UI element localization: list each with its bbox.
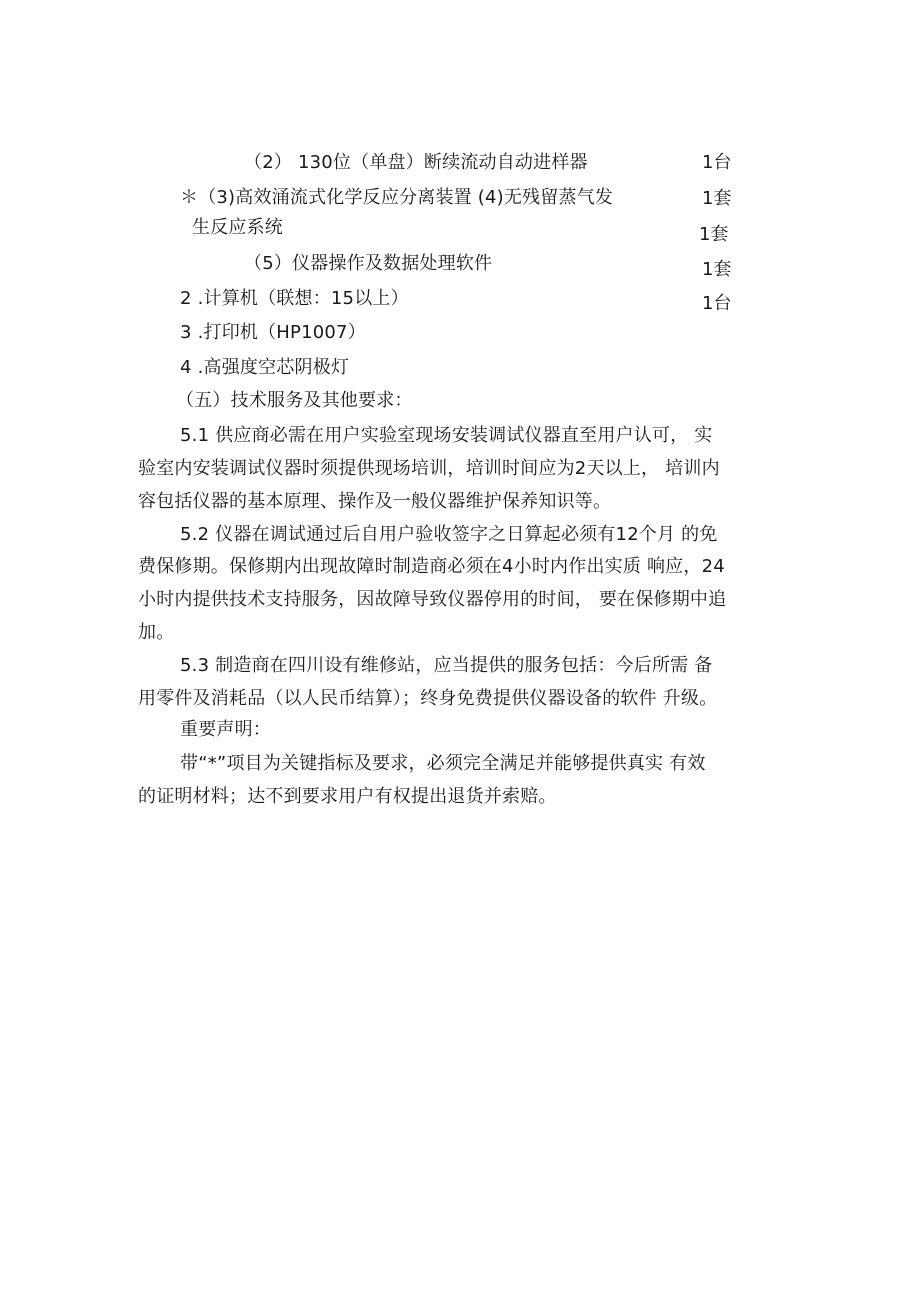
notice-line-2: 的证明材料；达不到要求用户有权提出退货并索赔。 xyxy=(138,786,557,807)
notice-line-1: 带“*”项目为关键指标及要求，必须完全满足并能够提供真实 有效 xyxy=(180,753,706,774)
computer-line: 2 .计算机（联想：15以上） xyxy=(180,288,409,309)
para-5-2-line-3: 小时内提供技术支持服务，因故障导致仪器停用的时间， 要在保修期中追 xyxy=(138,589,727,610)
notice-heading: 重要声明： xyxy=(180,719,271,740)
lamp-line: 4 .高强度空芯阴极灯 xyxy=(180,357,350,378)
item-2-quantity: 1台 xyxy=(702,152,732,173)
printer-line: 3 .打印机（HP1007） xyxy=(180,322,366,343)
para-5-3-line-1: 5.3 制造商在四川设有维修站，应当提供的服务包括：今后所需 备 xyxy=(180,655,713,676)
para-5-1-line-2: 验室内安装调试仪器时须提供现场培训，培训时间应为2天以上， 培训内 xyxy=(138,458,720,479)
item-3-line-1: ＊（3)高效涌流式化学反应分离装置 (4)无残留蒸气发 xyxy=(180,187,614,208)
item-4-quantity: 1套 xyxy=(699,224,729,245)
item-5-line: （5）仪器操作及数据处理软件 xyxy=(244,253,493,274)
para-5-2-line-4: 加。 xyxy=(138,622,175,643)
computer-quantity: 1台 xyxy=(702,293,732,310)
item-5-quantity: 1套 xyxy=(702,259,732,280)
para-5-1-line-3: 容包括仪器的基本原理、操作及一般仪器维护保养知识等。 xyxy=(138,491,612,512)
para-5-2-line-1: 5.2 仪器在调试通过后自用户验收签字之日算起必须有12个月 的免 xyxy=(180,524,718,545)
para-5-2-line-2: 费保修期。保修期内出现故障时制造商必须在4小时内作出实质 响应，24 xyxy=(138,556,725,577)
item-2-line: （2） 130位（单盘）断续流动自动进样器 xyxy=(244,152,588,173)
para-5-3-line-2: 用零件及消耗品（以人民币结算）；终身免费提供仪器设备的软件 升级。 xyxy=(138,688,718,709)
item-3-quantity: 1套 xyxy=(702,188,732,209)
para-5-1-line-1: 5.1 供应商必需在用户实验室现场安装调试仪器直至用户认可， 实 xyxy=(180,425,713,446)
item-3-line-2: 生反应系统 xyxy=(192,217,283,238)
section-heading: （五）技术服务及其他要求： xyxy=(176,390,413,411)
